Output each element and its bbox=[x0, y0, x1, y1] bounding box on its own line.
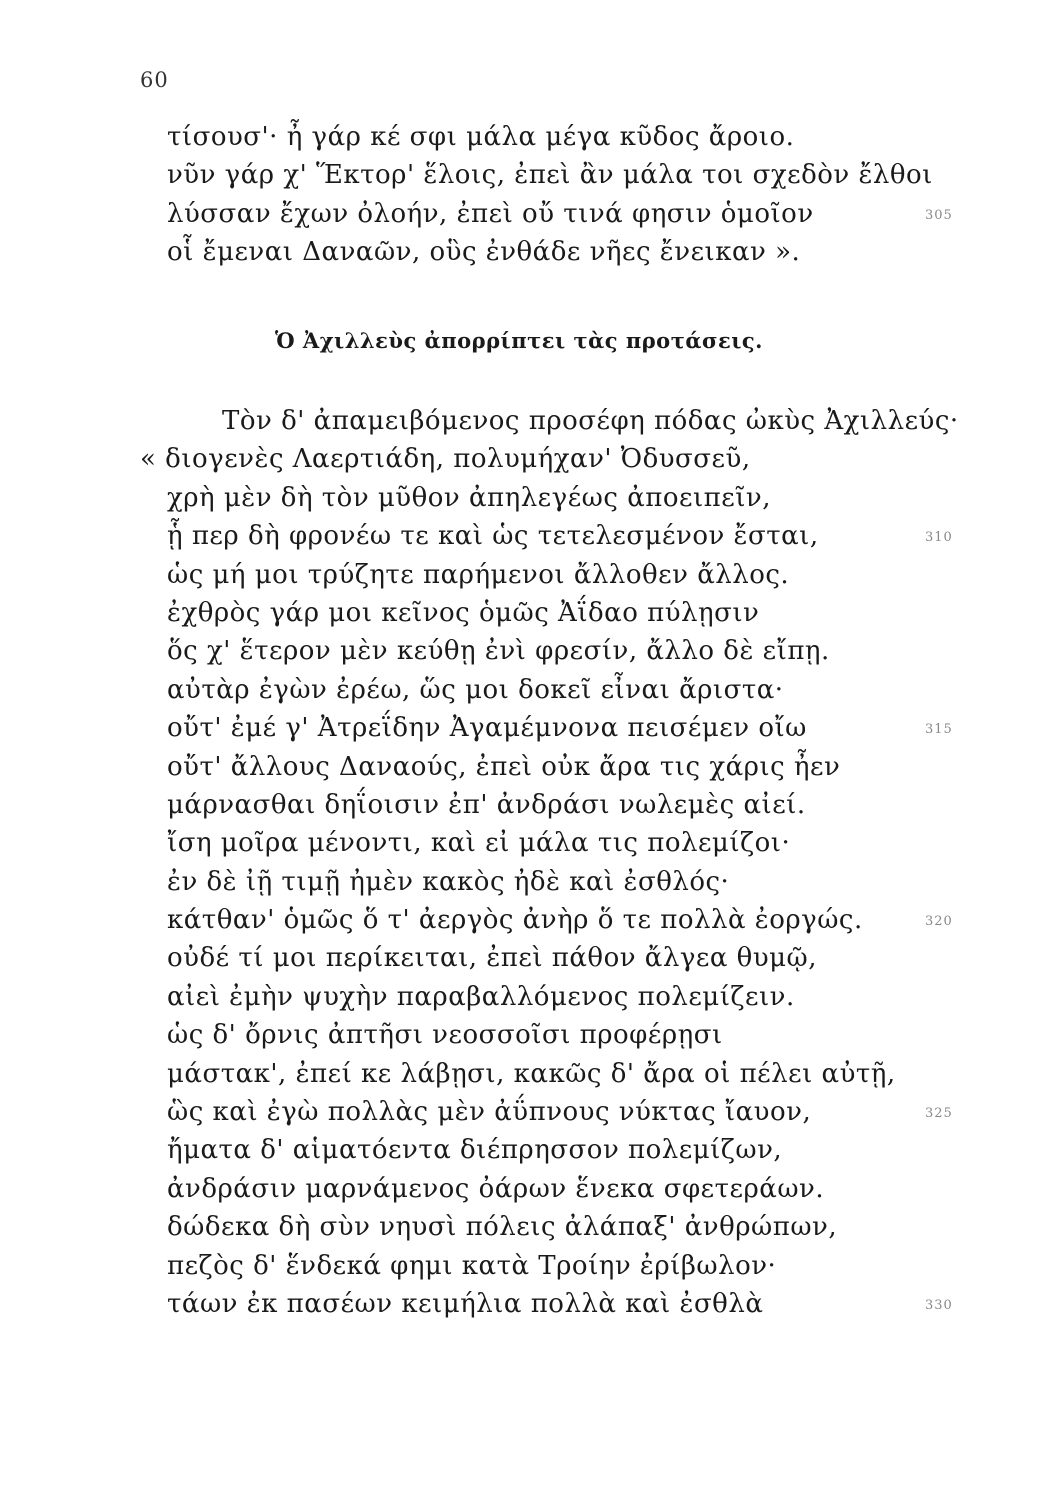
verse-line-number: 310 bbox=[925, 530, 953, 546]
verse-text: αὐτὰρ ἐγὼν ἐρέω, ὥς μοι δοκεῖ εἶναι ἄριστα· bbox=[167, 674, 784, 705]
verse-line bbox=[0, 709, 1038, 747]
verse-text: μάστακ', ἐπεί κε λάβῃσι, κακῶς δ' ἄρα οἱ πέλει αὐτῇ, bbox=[167, 1058, 896, 1089]
verse-line bbox=[0, 402, 1038, 440]
verse-text: τίσουσ'· ἦ γάρ κέ σφι μάλα μέγα κῦδος ἄροιο. bbox=[167, 122, 795, 152]
verse-text: ἴση μοῖρα μένοντι, καὶ εἰ μάλα τις πολεμίζοι· bbox=[167, 828, 791, 859]
verse-line bbox=[0, 824, 1038, 862]
verse-text: χρὴ μὲν δὴ τὸν μῦθον ἀπηλεγέως ἀποειπεῖν, bbox=[167, 482, 771, 513]
verse-line-number: 305 bbox=[925, 207, 953, 223]
verse-text: ἐχθρὸς γάρ μοι κεῖνος ὁμῶς Ἀΐδαο πύλῃσιν bbox=[167, 597, 760, 628]
verse-line bbox=[0, 440, 1038, 478]
stanza-1 bbox=[0, 118, 1038, 272]
verse-text: λύσσαν ἔχων ὀλοήν, ἐπεὶ οὔ τινά φησιν ὁμοῖον bbox=[167, 198, 814, 229]
verse-text: ὡς μή μοι τρύζητε παρήμενοι ἄλλοθεν ἄλλος. bbox=[167, 559, 790, 590]
verse-line bbox=[0, 1247, 1038, 1285]
verse-text: « διογενὲς Λαερτιάδη, πολυμήχαν' Ὀδυσσεῦ, bbox=[140, 444, 751, 475]
verse-line bbox=[0, 156, 1038, 194]
verse-text: δώδεκα δὴ σὺν νηυσὶ πόλεις ἀλάπαξ' ἀνθρώπων, bbox=[167, 1212, 838, 1243]
verse-text: οὐδέ τί μοι περίκειται, ἐπεὶ πάθον ἄλγεα θυμῷ, bbox=[167, 943, 817, 974]
verse-text: ἤματα δ' αἱματόεντα διέπρησσον πολεμίζων, bbox=[167, 1135, 783, 1166]
verse-line bbox=[0, 517, 1038, 555]
section-heading: Ὁ Ἀχιλλεὺς ἀπορρίπτει τὰς προτάσεις. bbox=[275, 328, 763, 353]
verse-line-number: 315 bbox=[925, 722, 953, 738]
verse-line bbox=[0, 233, 1038, 271]
verse-line-number: 320 bbox=[925, 914, 953, 930]
verse-line bbox=[0, 671, 1038, 709]
verse-line bbox=[0, 1016, 1038, 1054]
verse-text: κάτθαν' ὁμῶς ὅ τ' ἀεργὸς ἀνὴρ ὅ τε πολλὰ ἐοργώς. bbox=[167, 905, 863, 936]
verse-line bbox=[0, 594, 1038, 632]
verse-text: ὣς καὶ ἐγὼ πολλὰς μὲν ἀΰπνους νύκτας ἴαυον, bbox=[167, 1097, 812, 1128]
verse-text: ᾗ περ δὴ φρονέω τε καὶ ὡς τετελεσμένον ἔσται, bbox=[167, 521, 819, 552]
stanza-2 bbox=[0, 402, 1038, 1323]
verse-line bbox=[0, 632, 1038, 670]
verse-line bbox=[0, 195, 1038, 233]
verse-line bbox=[0, 748, 1038, 786]
verse-line bbox=[0, 1131, 1038, 1169]
verse-text: νῦν γάρ χ' Ἕκτορ' ἕλοις, ἐπεὶ ἂν μάλα τοι σχεδὸν ἔλθοι bbox=[167, 160, 933, 191]
verse-line bbox=[0, 556, 1038, 594]
page-number: 60 bbox=[140, 68, 169, 92]
verse-text: οὔτ' ἐμέ γ' Ἀτρεΐδην Ἀγαμέμνονα πεισέμεν οἴω bbox=[167, 713, 807, 744]
verse-line bbox=[0, 978, 1038, 1016]
verse-line bbox=[0, 1285, 1038, 1323]
verse-line bbox=[0, 901, 1038, 939]
verse-line bbox=[0, 863, 1038, 901]
verse-text: αἰεὶ ἐμὴν ψυχὴν παραβαλλόμενος πολεμίζειν. bbox=[167, 981, 795, 1012]
verse-line bbox=[0, 1093, 1038, 1131]
verse-line bbox=[0, 1055, 1038, 1093]
verse-text: Τὸν δ' ἀπαμειβόμενος προσέφη πόδας ὠκὺς Ἀχιλλεύς· bbox=[222, 406, 959, 436]
verse-line bbox=[0, 939, 1038, 977]
verse-line-number: 325 bbox=[925, 1106, 953, 1122]
verse-text: ἀνδράσιν μαρνάμενος ὀάρων ἕνεκα σφετεράων. bbox=[167, 1173, 825, 1204]
verse-text: πεζὸς δ' ἕνδεκά φημι κατὰ Τροίην ἐρίβωλον· bbox=[167, 1250, 777, 1281]
verse-text: οἷ ἔμεναι Δαναῶν, οὓς ἐνθάδε νῆες ἔνεικαν ». bbox=[167, 237, 801, 268]
verse-text: ὡς δ' ὄρνις ἀπτῆσι νεοσσοῖσι προφέρῃσι bbox=[167, 1020, 723, 1051]
verse-line bbox=[0, 479, 1038, 517]
verse-text: ἐν δὲ ἰῇ τιμῇ ἠμὲν κακὸς ἠδὲ καὶ ἐσθλός· bbox=[167, 866, 730, 897]
verse-line bbox=[0, 118, 1038, 156]
verse-text: ὅς χ' ἕτερον μὲν κεύθῃ ἐνὶ φρεσίν, ἄλλο δὲ εἴπῃ. bbox=[167, 636, 830, 667]
verse-line-number: 330 bbox=[925, 1297, 953, 1313]
verse-text: μάρνασθαι δηΐοισιν ἐπ' ἀνδράσι νωλεμὲς αἰεί. bbox=[167, 789, 806, 820]
verse-line bbox=[0, 1208, 1038, 1246]
verse-text: τάων ἐκ πασέων κειμήλια πολλὰ καὶ ἐσθλὰ bbox=[167, 1288, 764, 1319]
verse-line bbox=[0, 1170, 1038, 1208]
verse-text: οὔτ' ἄλλους Δαναούς, ἐπεὶ οὐκ ἄρα τις χάρις ἦεν bbox=[167, 751, 841, 782]
verse-line bbox=[0, 786, 1038, 824]
